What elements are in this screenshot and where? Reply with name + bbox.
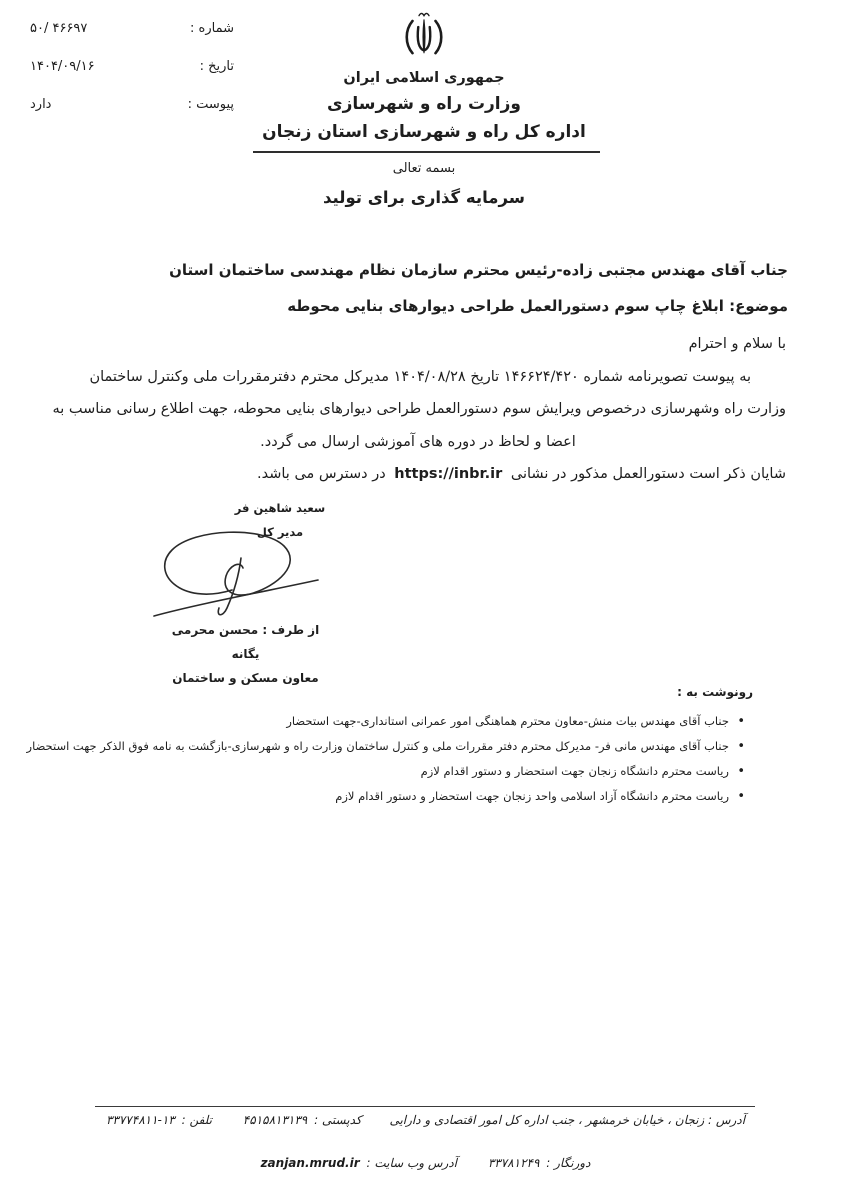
letter-number-label: شماره :: [190, 21, 234, 36]
cc-item: [26, 734, 745, 759]
footer-postal-label: کدپستی :: [310, 1113, 362, 1127]
inbr-url-text: https://inbr.ir: [394, 466, 503, 482]
letter-date-value: ۱۴۰۴/۰۹/۱۶: [30, 59, 95, 74]
footer-address-label: آدرس :: [704, 1113, 746, 1127]
letter-body: [50, 328, 786, 491]
footer-fax-value: ۳۳۷۸۱۲۴۹: [487, 1156, 540, 1170]
body-line-4: [50, 458, 786, 491]
body-line-1: به پیوست تصویرنامه شماره ۱۴۶۶۲۴/۴۲۰ تاریخ ۱۴۰۴/۰۸/۲۸ مدیرکل محترم دفترمقررات ملی وکنترل ساختمان: [89, 368, 751, 385]
recipient-subject-block: [50, 252, 788, 324]
letterhead: [0, 8, 848, 146]
letter-number-value: ۵۰/ ۴۶۶۹۷: [30, 21, 88, 36]
footer-website-value: zanjan.mrud.ir: [260, 1156, 360, 1170]
deputy-title-line: معاون مسکن و ساختمان: [172, 671, 319, 685]
bullet-icon: •: [737, 714, 745, 729]
cc-item: [55, 759, 745, 784]
letter-date-label: تاریخ :: [199, 59, 234, 74]
letterhead-country: جمهوری اسلامی ایران: [343, 70, 505, 86]
footer-fax-label: دورنگار :: [542, 1156, 591, 1170]
footer-contact-line: [0, 1156, 848, 1170]
footer-phone-value: ۳۳۷۷۴۸۱۱-۱۳: [105, 1113, 175, 1127]
cc-item: [55, 709, 745, 734]
footer-address-value: زنجان ، خیابان خرمشهر ، جنب اداره کل امور اقتصادی و دارایی: [389, 1113, 705, 1127]
footer-address-line: [0, 1113, 848, 1127]
bullet-icon: •: [737, 739, 745, 754]
cc-item-text: جناب آقای مهندس بیات منش-معاون محترم هماهنگی امور عمرانی استانداری-جهت استحضار: [286, 714, 729, 728]
cc-item-text: جناب آقای مهندس مانی فر- مدیرکل محترم دفتر مقررات ملی و کنترل ساختمان وزارت راه و شهرسازی-بازگشت به نامه فوق الذکر جهت استحضار: [26, 739, 729, 753]
footer-divider-line: [95, 1106, 755, 1107]
iran-emblem-icon: [401, 8, 447, 60]
footer-website-label: آدرس وب سایت :: [362, 1156, 458, 1170]
signer-name: سعید شاهین فر: [234, 501, 326, 515]
footer-website: [258, 1156, 457, 1170]
year-slogan: سرمایه گذاری برای تولید: [323, 188, 525, 207]
cc-section: [26, 682, 753, 809]
footer-postal-value: ۴۵۱۵۸۱۳۱۳۹: [242, 1113, 308, 1127]
letter-attachment-label: پیوست :: [187, 97, 234, 112]
header-divider-line: [253, 151, 600, 153]
salutation-line: با سلام و احترام: [688, 336, 786, 352]
recipient-line: جناب آقای مهندس مجتبی زاده-رئیس محترم سازمان نظام مهندسی ساختمان استان: [169, 261, 788, 279]
bullet-icon: •: [737, 764, 745, 779]
invocation-text: بسمه تعالی: [392, 161, 456, 176]
footer-postal: [236, 1113, 362, 1127]
signer-title: مدیر کل: [256, 525, 304, 539]
letter-attachment-value: دارد: [30, 97, 52, 112]
body-line-4-suffix: در دسترس می باشد.: [257, 466, 386, 482]
subject-line: موضوع: ابلاغ چاپ سوم دستورالعمل طراحی دیوارهای بنایی محوطه: [287, 297, 788, 315]
on-behalf-block: [158, 618, 333, 690]
cc-heading: رونوشت به :: [677, 685, 753, 699]
body-line-4-prefix: شایان ذکر است دستورالعمل مذکور در نشانی: [510, 466, 786, 482]
handwritten-signature: [146, 528, 326, 623]
cc-item-text: ریاست محترم دانشگاه زنجان جهت استحضار و دستور اقدام لازم: [420, 764, 729, 778]
cc-item: [55, 784, 745, 809]
footer-address: [386, 1113, 745, 1127]
body-line-3: اعضا و لحاظ در دوره های آموزشی ارسال می گردد.: [260, 433, 576, 450]
footer-phone-label: تلفن :: [177, 1113, 212, 1127]
on-behalf-line: از طرف : محسن محرمی یگانه: [171, 623, 320, 661]
bullet-icon: •: [737, 789, 745, 804]
letterhead-department: اداره کل راه و شهرسازی استان زنجان: [262, 122, 586, 142]
letterhead-ministry: وزارت راه و شهرسازی: [326, 94, 521, 114]
footer-fax: [481, 1156, 590, 1170]
cc-item-text: ریاست محترم دانشگاه آزاد اسلامی واحد زنجان جهت استحضار و دستور اقدام لازم: [335, 789, 729, 803]
footer-phone: [103, 1113, 212, 1127]
body-line-2: وزارت راه وشهرسازی درخصوص ویرایش سوم دستورالعمل طراحی دیوارهای بنایی محوطه، جهت اطلاع رسانی مناسب به: [52, 401, 786, 417]
cc-list: [26, 709, 753, 809]
